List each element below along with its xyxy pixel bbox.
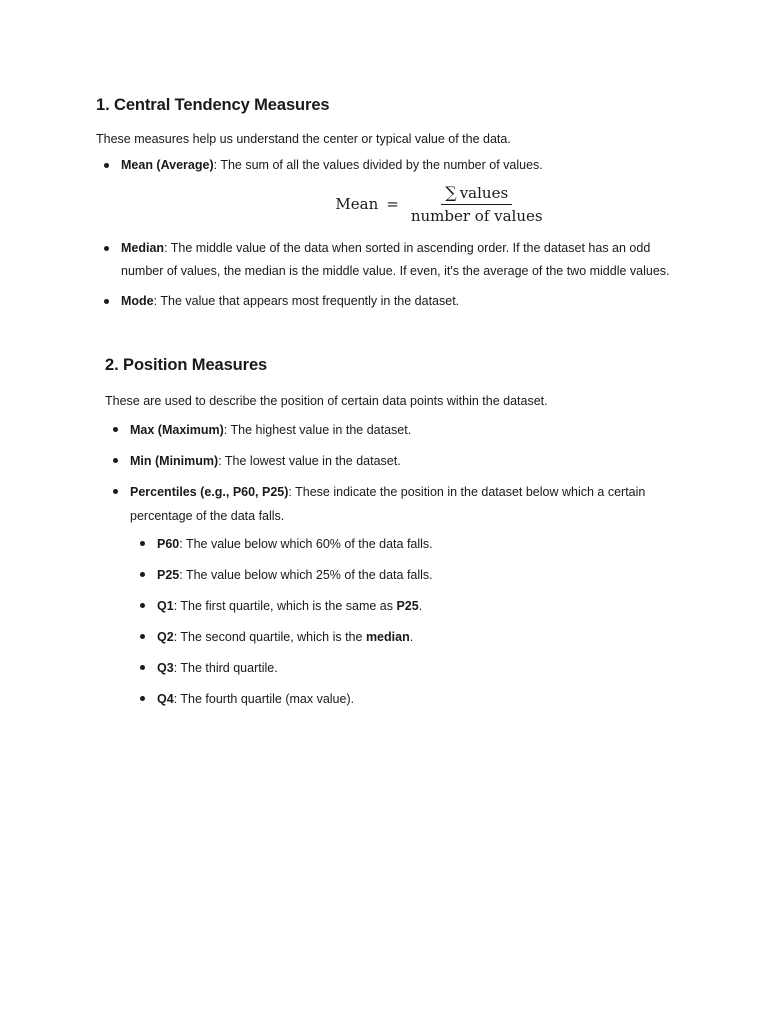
measure-list xyxy=(96,154,696,178)
term-percentiles: Percentiles (e.g., P60, P25) xyxy=(130,485,289,499)
section-heading: 2. Position Measures xyxy=(105,356,268,374)
term-q1: Q1 xyxy=(157,599,174,613)
desc-max: : The highest value in the dataset. xyxy=(223,423,412,437)
list-item-max xyxy=(105,418,705,442)
term-q2: Q2 xyxy=(157,630,174,644)
measure-list-2 xyxy=(96,237,696,314)
list-item-q1 xyxy=(132,594,705,618)
formula-fraction xyxy=(407,183,547,225)
desc-min: : The lowest value in the dataset. xyxy=(218,454,401,468)
desc-q4: : The fourth quartile (max value). xyxy=(173,692,355,706)
section-intro: These are used to describe the position of certain data points within the dataset. xyxy=(105,394,548,408)
term-p25: P25 xyxy=(157,568,180,582)
desc-p25: : The value below which 25% of the data falls. xyxy=(179,568,433,582)
list-item-p25 xyxy=(132,563,705,587)
term-max: Max (Maximum) xyxy=(130,423,224,437)
bold-p25: P25 xyxy=(396,599,419,613)
list-item-mean xyxy=(96,154,696,178)
desc-mean: : The sum of all the values divided by the number of values. xyxy=(213,158,543,172)
formula-numerator xyxy=(441,183,512,205)
list-item-percentiles xyxy=(105,480,705,711)
percentile-sublist xyxy=(132,532,705,711)
formula-lhs: Mean xyxy=(335,194,379,213)
desc-mode: : The value that appears most frequently in the dataset. xyxy=(153,293,460,308)
q1-end: . xyxy=(418,599,423,613)
list-item-q3 xyxy=(132,656,705,680)
desc-q1: : The first quartile, which is the same as xyxy=(173,599,397,613)
list-item-min xyxy=(105,449,705,473)
list-item-q4 xyxy=(132,687,705,711)
list-item-q2 xyxy=(132,625,705,649)
numerator-text: values xyxy=(459,183,509,202)
section-intro: These measures help us understand the center or typical value of the data. xyxy=(96,132,511,146)
mean-formula xyxy=(96,178,696,230)
desc-percentiles: : These indicate the position in the dataset below which a certain percentage of the data falls. xyxy=(130,485,646,523)
desc-p60: : The value below which 60% of the data falls. xyxy=(179,537,433,551)
sigma-symbol: ∑ xyxy=(445,182,457,202)
q2-end: . xyxy=(409,630,414,644)
term-min: Min (Minimum) xyxy=(130,454,219,468)
term-q3: Q3 xyxy=(157,661,174,675)
desc-q3: : The third quartile. xyxy=(173,661,278,675)
term-p60: P60 xyxy=(157,537,180,551)
list-item-median xyxy=(96,237,696,284)
section-central-tendency xyxy=(96,96,696,313)
list-item-p60 xyxy=(132,532,705,556)
term-median: Median xyxy=(121,240,165,255)
formula-equals: = xyxy=(386,194,399,213)
list-item-mode xyxy=(96,290,696,314)
formula-denominator: number of values xyxy=(410,206,543,225)
section-position-measures xyxy=(105,356,705,718)
desc-q2: : The second quartile, which is the xyxy=(173,630,366,644)
desc-median: : The middle value of the data when sorted in ascending order. If the dataset has an odd number of values, the median is the middle value. If even, it's the average of the two middle values. xyxy=(121,240,670,278)
bold-median: median xyxy=(365,630,410,644)
term-mean: Mean (Average) xyxy=(121,158,214,172)
measure-list xyxy=(105,418,705,711)
term-mode: Mode xyxy=(121,293,154,308)
section-heading: 1. Central Tendency Measures xyxy=(96,96,330,114)
term-q4: Q4 xyxy=(157,692,174,706)
